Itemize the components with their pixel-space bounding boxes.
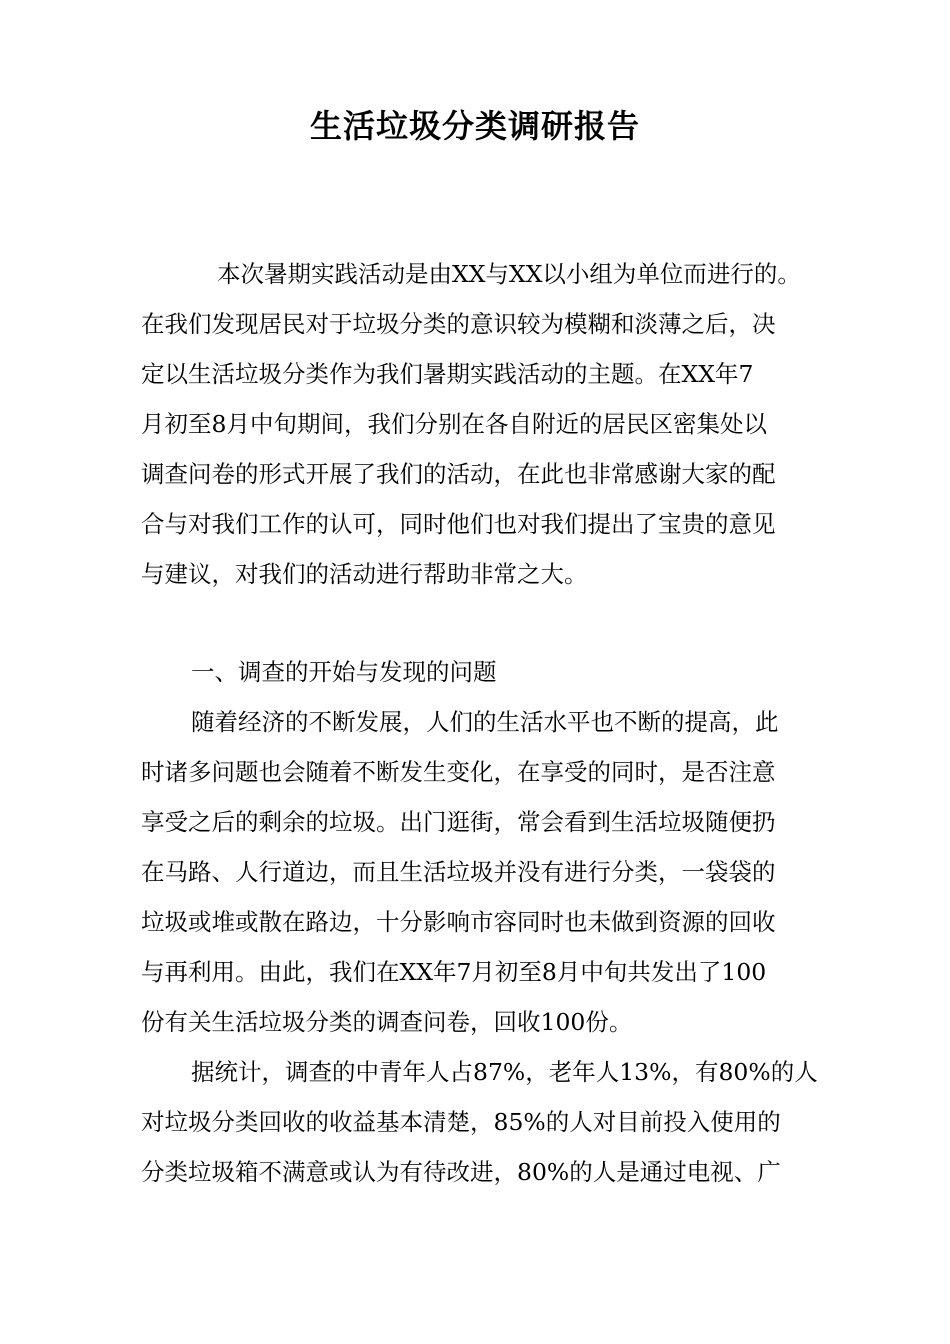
paragraph-line: 垃圾或堆或散在路边，十分影响市容同时也未做到资源的回收 — [141, 908, 776, 936]
paragraph-line: 份有关生活垃圾分类的调查问卷，回收100份。 — [141, 1008, 633, 1036]
paragraph-line: 随着经济的不断发展，人们的生活水平也不断的提高，此 — [191, 708, 779, 736]
paragraph-line: 时诸多问题也会随着不断发生变化，在享受的同时，是否注意 — [141, 758, 776, 786]
paragraph-line: 分类垃圾箱不满意或认为有待改进，80%的人是通过电视、广 — [141, 1158, 781, 1186]
intro-line: 本次暑期实践活动是由XX与XX以小组为单位而进行的。 — [217, 260, 801, 288]
intro-line: 合与对我们工作的认可，同时他们也对我们提出了宝贵的意见 — [141, 510, 776, 538]
intro-line: 调查问卷的形式开展了我们的活动，在此也非常感谢大家的配 — [141, 460, 776, 488]
paragraph-line: 与再利用。由此，我们在XX年7月初至8月中旬共发出了100 — [141, 958, 767, 986]
paragraph-line: 据统计，调查的中青年人占87%，老年人13%，有80%的人 — [191, 1058, 818, 1086]
intro-line: 与建议，对我们的活动进行帮助非常之大。 — [141, 560, 588, 588]
paragraph-line: 享受之后的剩余的垃圾。出门逛街，常会看到生活垃圾随便扔 — [141, 808, 776, 836]
section-heading: 一、调查的开始与发现的问题 — [191, 658, 497, 686]
intro-line: 在我们发现居民对于垃圾分类的意识较为模糊和淡薄之后，决 — [141, 310, 776, 338]
paragraph-line: 对垃圾分类回收的收益基本清楚，85%的人对目前投入使用的 — [141, 1108, 781, 1136]
document-title: 生活垃圾分类调研报告 — [309, 107, 640, 145]
intro-line: 定以生活垃圾分类作为我们暑期实践活动的主题。在XX年7 — [141, 360, 754, 388]
paragraph-line: 在马路、人行道边，而且生活垃圾并没有进行分类，一袋袋的 — [141, 858, 776, 886]
intro-line: 月初至8月中旬期间，我们分别在各自附近的居民区密集处以 — [141, 410, 767, 438]
